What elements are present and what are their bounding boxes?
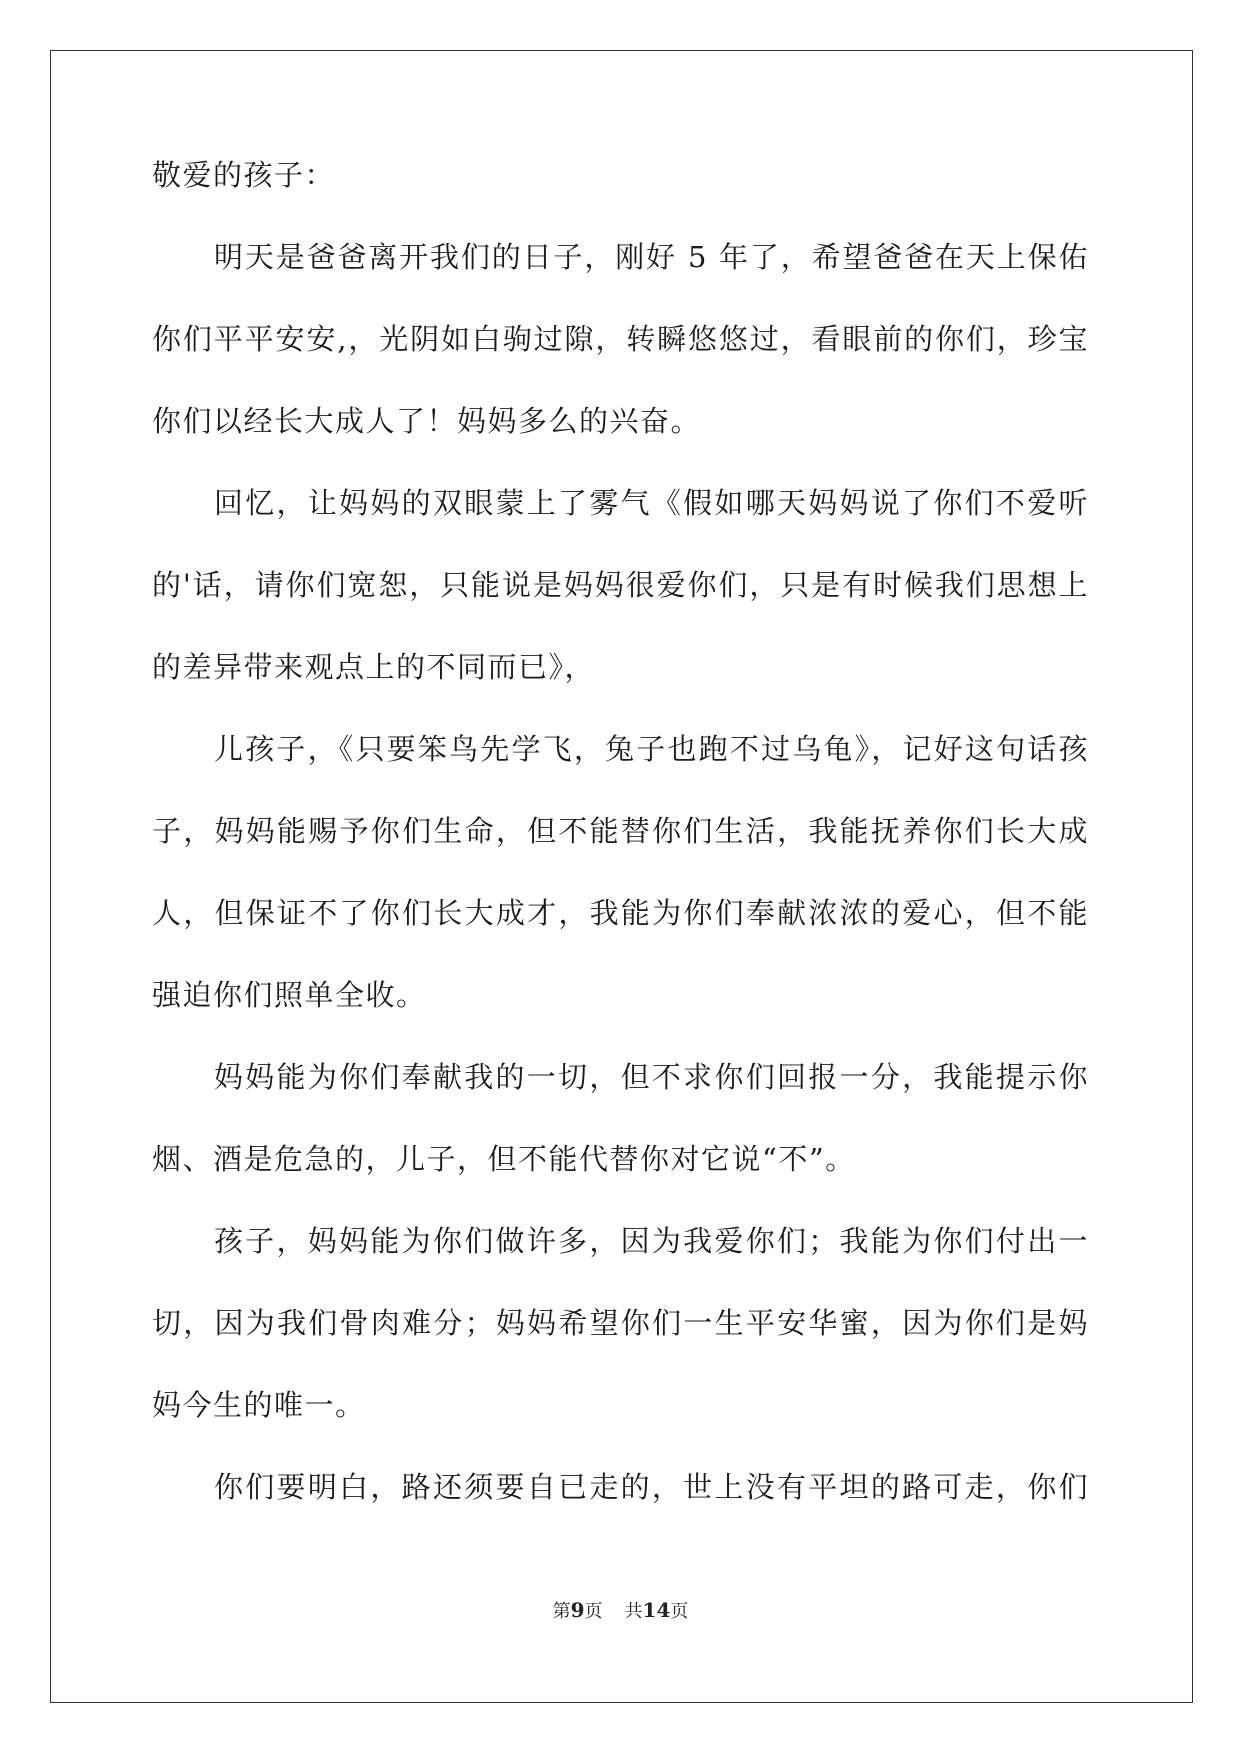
paragraph-5-line-3: 妈今生的唯一。 bbox=[152, 1388, 366, 1422]
salutation: 敬爱的孩子： bbox=[152, 158, 336, 192]
page-suffix: 页 bbox=[584, 1601, 603, 1622]
paragraph-2-line-1: 回忆，让妈妈的双眼蒙上了雾气《假如哪天妈妈说了你们不爱听 bbox=[214, 486, 1089, 520]
document-body bbox=[152, 160, 1089, 1554]
total-prefix: 共 bbox=[624, 1601, 643, 1622]
paragraph-3-line-3: 人，但保证不了你们长大成才，我能为你们奉献浓浓的爱心，但不能 bbox=[152, 896, 1089, 930]
paragraph-3-line-2: 子，妈妈能赐予你们生命，但不能替你们生活，我能抚养你们长大成 bbox=[152, 814, 1089, 848]
paragraph-3-line-4: 强迫你们照单全收。 bbox=[152, 978, 427, 1012]
paragraph-1-line-1: 明天是爸爸离开我们的日子，刚好 5 年了，希望爸爸在天上保佑 bbox=[214, 240, 1089, 274]
paragraph-5-line-2: 切，因为我们骨肉难分；妈妈希望你们一生平安华蜜，因为你们是妈 bbox=[152, 1306, 1089, 1340]
paragraph-6-line-1: 你们要明白，路还须要自已走的，世上没有平坦的路可走，你们 bbox=[214, 1470, 1089, 1504]
paragraph-4-line-2: 烟、酒是危急的，儿子，但不能代替你对它说“不”。 bbox=[152, 1142, 856, 1176]
paragraph-2-line-2: 的'话，请你们宽恕，只能说是妈妈很爱你们，只是有时候我们思想上 bbox=[152, 568, 1089, 602]
paragraph-4-line-1: 妈妈能为你们奉献我的一切，但不求你们回报一分，我能提示你 bbox=[214, 1060, 1089, 1094]
paragraph-5-line-1: 孩子，妈妈能为你们做许多，因为我爱你们；我能为你们付出一 bbox=[214, 1224, 1089, 1258]
paragraph-1-line-3: 你们以经长大成人了！妈妈多么的兴奋。 bbox=[152, 404, 702, 438]
total-suffix: 页 bbox=[670, 1601, 689, 1622]
page-footer bbox=[0, 1599, 1241, 1623]
total-pages: 14 bbox=[642, 1598, 671, 1622]
paragraph-3-line-1: 儿孩子，《只要笨鸟先学飞，兔子也跑不过乌龟》，记好这句话孩 bbox=[214, 732, 1089, 766]
page-number: 9 bbox=[570, 1598, 585, 1622]
page-prefix: 第 bbox=[552, 1601, 571, 1622]
paragraph-1-line-2: 你们平平安安,，光阴如白驹过隙，转瞬悠悠过，看眼前的你们，珍宝 bbox=[152, 322, 1089, 356]
paragraph-2-line-3: 的差异带来观点上的不同而已》， bbox=[152, 650, 596, 684]
